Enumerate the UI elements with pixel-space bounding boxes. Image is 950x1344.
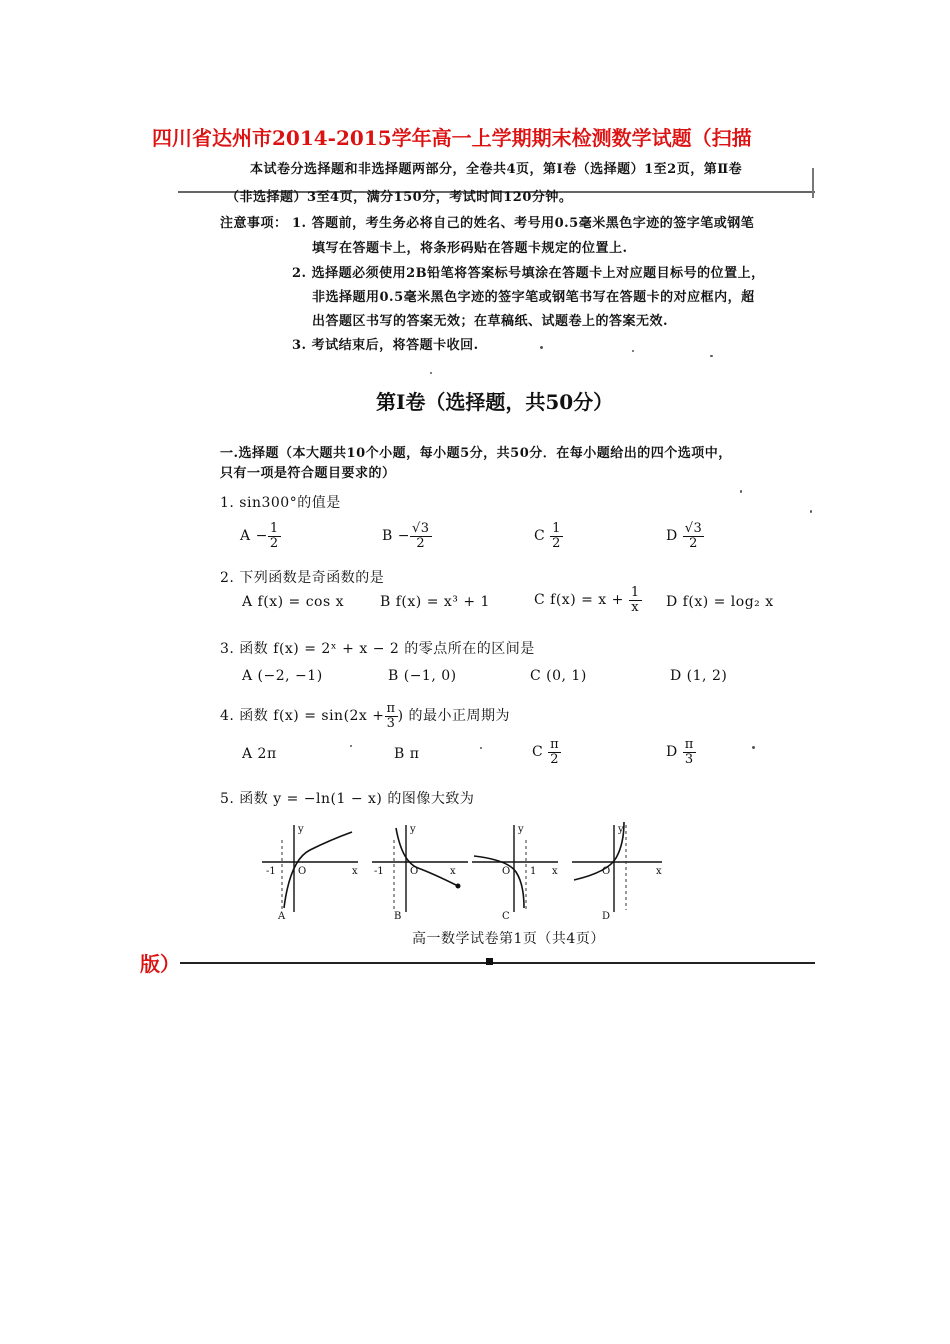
notes-label: 注意事项： — [220, 216, 288, 231]
q1-stem: 1. sin300°的值是 — [220, 495, 341, 511]
q4-stem-num: π — [386, 701, 396, 716]
q5-c-label: C — [502, 911, 510, 922]
q4-c-label: C — [532, 744, 544, 761]
q1-b-num: √3 — [411, 521, 430, 536]
q5-d-label: D — [602, 911, 611, 922]
document-title-line2: 版） — [140, 952, 180, 976]
q3-option-b: B (−1, 0) — [388, 668, 457, 684]
q4-d-label: D — [666, 744, 678, 761]
q1-a-sign: − — [255, 528, 268, 545]
scan-speck — [540, 346, 543, 349]
q5-d-axis-x: x — [656, 866, 662, 877]
q5-a-tick: -1 — [266, 866, 276, 877]
q5-a-axis-x: x — [352, 866, 358, 877]
q1-option-d — [666, 522, 704, 550]
q5-c-origin: O — [502, 866, 511, 877]
q2-stem: 2. 下列函数是奇函数的是 — [220, 570, 385, 586]
section-intro-line1: 一.选择题（本大题共10个小题，每小题5分，共50分．在每小题给出的四个选项中， — [220, 446, 732, 461]
q5-b-label: B — [394, 911, 402, 922]
notes-item1a: 1. 答题前，考生务必将自己的姓名、考号用0.5毫米黑色字迹的签字笔或钢笔 — [292, 216, 755, 231]
q5-c-axis-x: x — [552, 866, 558, 877]
q4-d-num: π — [684, 737, 694, 752]
q1-b-fraction — [410, 522, 432, 550]
q1-b-label: B — [382, 528, 393, 545]
q4-d-den: 3 — [684, 751, 694, 767]
intro-line2: （非选择题）3至4页，满分150分，考试时间120分钟。 — [226, 190, 573, 205]
scan-speck — [430, 372, 432, 374]
document-title-line1: 四川省达州市2014-2015学年高一上学期期末检测数学试题（扫描 — [152, 126, 752, 150]
notes-item1b: 填写在答题卡上，将条形码贴在答题卡规定的位置上. — [312, 241, 628, 256]
notes-item3: 3. 考试结束后，将答题卡收回. — [292, 338, 479, 353]
q1-c-den: 2 — [552, 535, 561, 551]
scan-speck — [480, 747, 482, 749]
q1-a-label: A — [240, 528, 251, 545]
q5-graph-c — [472, 824, 558, 922]
scan-speck — [632, 350, 634, 352]
q3-stem: 3. 函数 f(x) = 2ˣ + x − 2 的零点所在的区间是 — [220, 641, 535, 657]
q1-a-den: 2 — [269, 535, 279, 551]
q1-b-sign: − — [397, 528, 410, 545]
q4-c-num: π — [550, 737, 560, 752]
q5-graph-d — [572, 822, 662, 922]
q2-option-d: D f(x) = log₂ x — [666, 594, 774, 610]
q5-stem: 5. 函数 y = −ln(1 − x) 的图像大致为 — [220, 791, 475, 807]
q1-c-label: C — [534, 528, 546, 545]
notes-item2a: 2. 选择题必须使用2B铅笔将答案标号填涂在答题卡上对应题目标号的位置上， — [292, 266, 765, 281]
q2-option-b: B f(x) = x³ + 1 — [380, 594, 490, 610]
q1-d-num: √3 — [684, 521, 703, 536]
q5-graph-b — [372, 824, 468, 922]
q4-c-fraction — [548, 738, 561, 766]
q5-graphs — [260, 820, 680, 920]
q5-b-tick: -1 — [374, 866, 384, 877]
q1-d-den: 2 — [689, 535, 698, 551]
q1-c-fraction — [550, 522, 563, 550]
q4-option-a: A 2π — [242, 746, 277, 762]
q5-c-tick: 1 — [530, 866, 537, 877]
q1-c-num: 1 — [552, 521, 561, 536]
scan-speck — [710, 355, 713, 357]
q5-b-axis-y: y — [410, 824, 416, 835]
notes-item2b: 非选择题用0.5毫米黑色字迹的签字笔或钢笔书写在答题卡的对应框内，超 — [312, 290, 755, 305]
q4-stem-pre: 4. 函数 f(x) = sin(2x + — [220, 708, 385, 725]
scan-right-edge — [812, 168, 814, 198]
q4-option-d — [666, 738, 696, 766]
q4-stem-post: ) 的最小正周期为 — [397, 708, 510, 725]
q5-d-axis-y: y — [618, 824, 624, 835]
q2-c-fraction — [629, 586, 642, 614]
q2-c-den: x — [631, 599, 640, 615]
q4-stem — [220, 702, 510, 730]
q2-option-a: A f(x) = cos x — [242, 594, 344, 610]
intro-line1: 本试卷分选择题和非选择题两部分，全卷共4页，第Ⅰ卷（选择题）1至2页，第Ⅱ卷 — [250, 162, 743, 177]
section-title: 第Ⅰ卷（选择题，共50分） — [376, 390, 614, 414]
q1-d-fraction — [683, 522, 705, 550]
scan-bottom-rule — [180, 962, 815, 964]
q4-c-den: 2 — [550, 751, 560, 767]
scan-bottom-mark — [486, 958, 493, 965]
q2-c-num: 1 — [630, 585, 640, 600]
q5-b-axis-x: x — [450, 866, 456, 877]
q5-a-label: A — [278, 911, 286, 922]
q1-option-c — [534, 522, 563, 550]
scanned-exam-page — [180, 150, 815, 965]
q4-option-b: B π — [394, 746, 420, 762]
q3-option-d: D (1, 2) — [670, 668, 728, 684]
q3-option-c: C (0, 1) — [530, 668, 587, 684]
q5-d-origin: O — [602, 866, 611, 877]
q3-option-a: A (−2, −1) — [242, 668, 323, 684]
q1-a-num: 1 — [269, 521, 279, 536]
q5-a-axis-y: y — [298, 824, 304, 835]
q4-stem-den: 3 — [386, 715, 396, 731]
scan-speck — [740, 490, 742, 493]
q4-d-fraction — [683, 738, 696, 766]
q5-a-origin: O — [298, 866, 307, 877]
q2-option-c — [534, 586, 642, 614]
q5-graph-a — [262, 824, 358, 922]
q5-b-origin: O — [410, 866, 419, 877]
scan-speck — [350, 745, 352, 747]
q1-b-den: 2 — [416, 535, 426, 551]
scan-speck — [810, 510, 812, 513]
q4-stem-fraction — [385, 702, 398, 730]
q1-d-label: D — [666, 528, 678, 545]
notes-item2c: 出答题区书写的答案无效；在草稿纸、试题卷上的答案无效. — [312, 314, 669, 329]
page-footer: 高一数学试卷第1页（共4页） — [412, 931, 605, 947]
section-intro-line2: 只有一项是符合题目要求的） — [220, 466, 396, 481]
q2-c-label: C f(x) = x + — [534, 592, 624, 609]
scan-speck — [752, 746, 755, 749]
q1-option-b — [382, 522, 432, 550]
q1-option-a — [240, 522, 281, 550]
q4-option-c — [532, 738, 561, 766]
q5-c-axis-y: y — [518, 824, 524, 835]
q1-a-fraction — [268, 522, 281, 550]
